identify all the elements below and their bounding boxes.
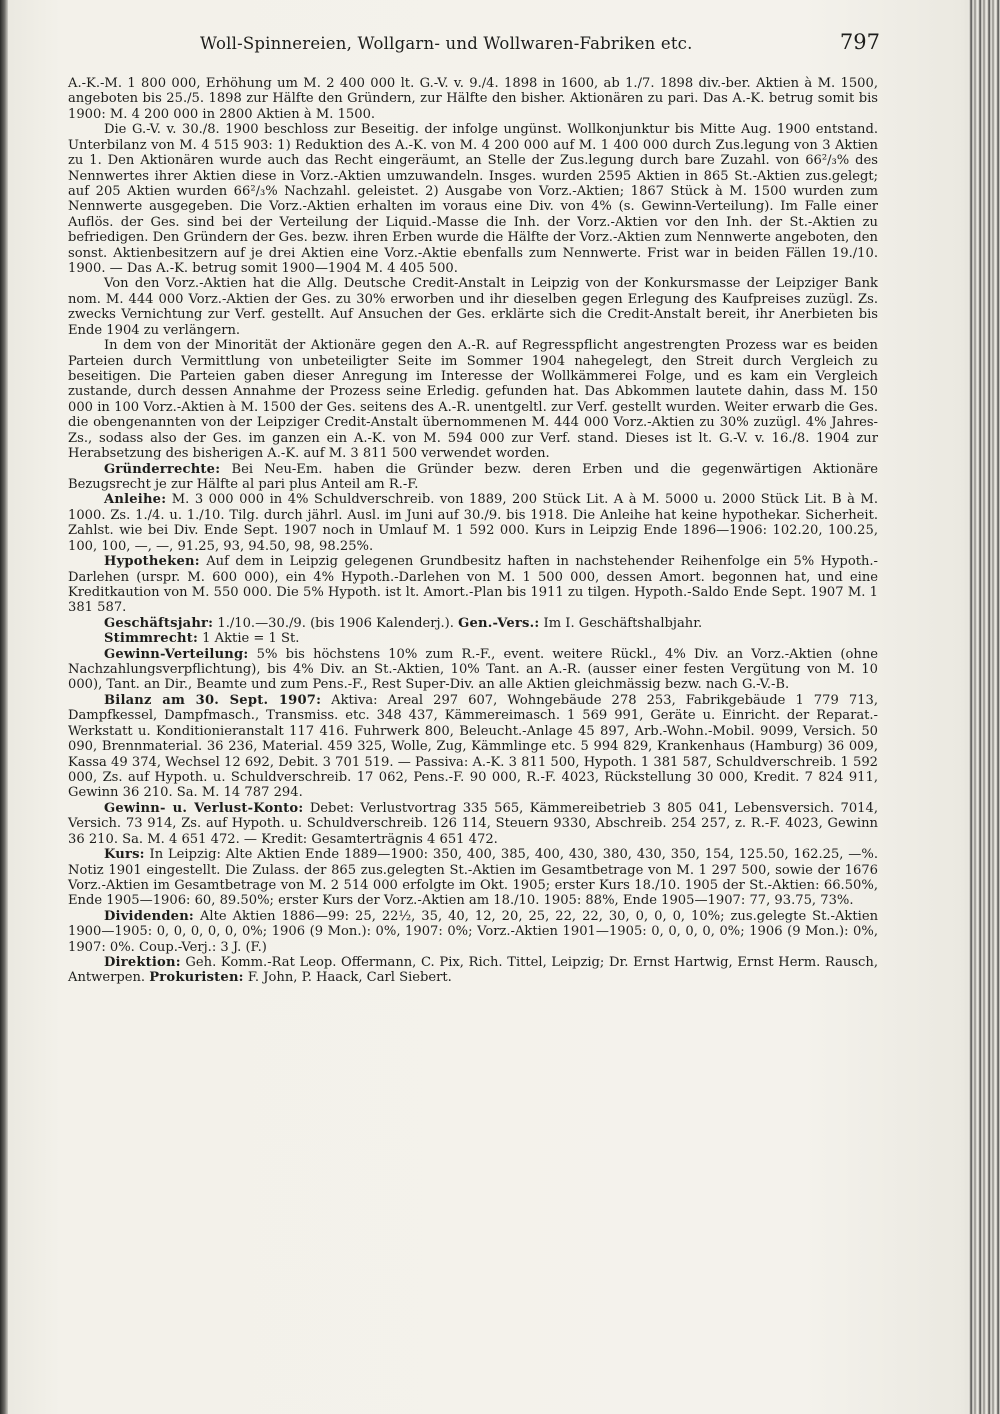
section-dividends bbox=[68, 909, 878, 955]
section-text-secondary: Im I. Geschäftshalbjahr. bbox=[543, 615, 703, 631]
section-label: Gründerrechte: bbox=[104, 461, 221, 477]
section-text: 1 Aktie = 1 St. bbox=[202, 631, 300, 647]
paragraph-text: In dem von der Minorität der Aktionäre gegen den A.-R. auf Regresspflicht angestrengten Prozess war es beiden Parteien durch Vermittlung von unbeteiligter Seite im Sommer 1904 nahegelegt, den Streit durch Vergleich zu beseitigen. Die Parteien gaben dieser Anregung im Interesse der Wollkämmerei Folge, und es kam ein Vergleich zustande, durch dessen Annahme der Prozess seine Erledig. gefunden hat. Das Abkommen lautete dahin, dass M. 150 000 in 100 Vorz.-Aktien à M. 1500 der Ges. seitens des A.-R. unentgeltl. zur Verf. gestellt wurden. Weiter erwarb die Ges. die obengenannten von der Leipziger Credit-Anstalt übernommenen M. 444 000 Vorz.-Aktien zu 30% zuzügl. 4% Jahres-Zs., sodass also der Ges. im ganzen ein A.-K. von M. 594 000 zur Verf. stand. Dieses ist lt. G.-V. v. 16./8. 1904 zur Herabsetzung des bisherigen A.-K. auf M. 3 811 500 verwendet worden. bbox=[68, 338, 878, 462]
section-text: Auf dem in Leipzig gelegenen Grundbesitz haften in nachstehender Reihenfolge ein 5% Hypoth.-Darlehen (urspr. M. 600 000), ein 4% Hypoth.-Darlehen von M. 1 500 000, dessen Amort. begonnen hat, und eine Kreditkaution von M. 550 000. Die 5% Hypoth. ist lt. Amort.-Plan bis 1911 zu tilgen. Hypoth.-Saldo Ende Sept. 1907 M. 1 381 587. bbox=[68, 554, 878, 616]
section-text: Geh. Komm.-Rat Leop. Offermann, C. Pix, Rich. Tittel, Leipzig; Dr. Ernst Hartwig, Ernst Herm. Rausch, Antwerpen. bbox=[68, 955, 878, 986]
paragraph-text: Die G.-V. v. 30./8. 1900 beschloss zur Beseitig. der infolge ungünst. Wollkonjunktur bis Mitte Aug. 1900 entstand. Unterbilanz von M. 4 515 903: 1) Reduktion des A.-K. von M. 4 200 000 auf M. 1 400 000 durch Zus.legung von 3 Aktien zu 1. Den Aktionären wurde auch das Recht eingeräumt, an Stelle der Zus.legung durch bare Zuzahl. von 66²/₃% des Nennwertes ihrer Aktien diese in Vorz.-Aktien umzuwandeln. Insges. wurden 2595 Aktien in 865 St.-Aktien zus.gelegt; auf 205 Aktien wurden 66²/₃% Nachzahl. geleistet. 2) Ausgabe von Vorz.-Aktien; 1867 Stück à M. 1500 wurden zum Nennwerte ausgegeben. Die Vorz.-Aktien erhalten im voraus eine Div. von 4% (s. Gewinn-Verteilung). Im Falle einer Auflös. der Ges. sind bei der Verteilung der Liquid.-Masse die Inh. der Vorz.-Aktien vor den Inh. der St.-Aktien zu befriedigen. Den Gründern der Ges. bezw. ihren Erben wurde die Hälfte der Vorz.-Aktien zum Nennwerte angeboten, den sonst. Aktienbesitzern auf je drei Aktien eine Vorz.-Aktie ebenfalls zum Nennwerte. Frist war in beiden Fällen 19./10. 1900. — Das A.-K. betrug somit 1900—1904 M. 4 405 500. bbox=[68, 122, 878, 277]
section-profit-loss-account bbox=[68, 801, 878, 847]
paragraph-capital-history bbox=[68, 76, 878, 122]
paragraph-text: A.-K.-M. 1 800 000, Erhöhung um M. 2 400 000 lt. G.-V. v. 9./4. 1898 in 1600, ab 1./7. 1898 div.-ber. Aktien à M. 1500, angeboten bis 25./5. 1898 zur Hälfte den Gründern, zur Hälfte den bisher. Aktionären zu pari. Das A.-K. betrug somit bis 1900: M. 4 200 000 in 2800 Aktien à M. 1500. bbox=[68, 76, 878, 122]
section-label-secondary: Gen.-Vers.: bbox=[458, 615, 540, 631]
section-text-secondary: F. John, P. Haack, Carl Siebert. bbox=[247, 970, 452, 986]
page-stack-edge-right bbox=[968, 0, 1000, 1414]
section-label: Gewinn-Verteilung: bbox=[104, 646, 249, 662]
section-label: Kurs: bbox=[104, 847, 145, 863]
section-voting-rights bbox=[68, 631, 878, 646]
paragraph-restructuring-1900 bbox=[68, 122, 878, 276]
section-label: Geschäftsjahr: bbox=[104, 615, 214, 631]
page-body bbox=[68, 76, 878, 986]
section-text: In Leipzig: Alte Aktien Ende 1889—1900: 350, 400, 385, 400, 430, 380, 430, 350, 154, 125.50, 162.25, —%. Notiz 1901 eingestellt. Die Zulass. der 865 zus.gelegten St.-Aktien im Gesamtbetrage von M. 1 297 500, sowie der 1676 Vorz.-Aktien im Gesamtbetrage von M. 2 514 000 erfolgte im Okt. 1905; erster Kurs 18./10. 1905 der St.-Aktien: 66.50%, Ende 1905—1906: 60, 89.50%; erster Kurs der Vorz.-Aktien am 18./10. 1905: 88%, Ende 1905—1907: 77, 93.75, 73%. bbox=[68, 847, 878, 909]
section-founder-rights bbox=[68, 462, 878, 493]
section-label: Dividenden: bbox=[104, 908, 194, 924]
section-profit-distribution bbox=[68, 647, 878, 693]
paragraph-lawsuit-settlement bbox=[68, 338, 878, 461]
binding-shadow-left bbox=[0, 0, 8, 1414]
paragraph-preferred-shares bbox=[68, 276, 878, 338]
section-text: Aktiva: Areal 297 607, Wohngebäude 278 253, Fabrikgebäude 1 779 713, Dampfkessel, Dampfmasch., Transmiss. etc. 348 437, Kämmereimasch. 1 569 991, Geräte u. Einricht. der Reparat.-Werkstatt u. Konditionieranstalt 117 416. Fuhrwerk 800, Beleucht.-Anlage 45 897, Arb.-Wohn.-Mobil. 9099, Versich. 50 090, Brennmaterial. 36 236, Material. 459 325, Wolle, Zug, Kämmlinge etc. 5 994 829, Krankenhaus (Hamburg) 36 009, Kassa 49 374, Wechsel 12 692, Debit. 3 701 519. — Passiva: A.-K. 3 811 500, Hypoth. 1 381 587, Schuldverschreib. 1 592 000, Zs. auf Hypoth. u. Schuldverschreib. 17 062, Pens.-F. 90 000, R.-F. 4023, Rückstellung 30 000, Kredit. 7 824 911, Gewinn 36 210. Sa. M. 14 787 294. bbox=[68, 692, 878, 801]
section-label: Direktion: bbox=[104, 955, 181, 971]
section-fiscal-year bbox=[68, 616, 878, 631]
section-text: Alte Aktien 1886—99: 25, 22½, 35, 40, 12, 20, 25, 22, 22, 30, 0, 0, 0, 10%; zus.gelegte St.-Aktien 1900—1905: 0, 0, 0, 0, 0, 0%; 1906 (9 Mon.): 0%, 1907: 0%; Vorz.-Aktien 1901—1905: 0, 0, 0, 0, 0%; 1906 (9 Mon.): 0%, 1907: 0%. Coup.-Verj.: 3 J. (F.) bbox=[68, 908, 879, 955]
section-share-prices bbox=[68, 847, 878, 909]
section-label-secondary: Prokuristen: bbox=[149, 970, 244, 986]
section-label: Hypotheken: bbox=[104, 554, 200, 570]
section-management bbox=[68, 955, 878, 986]
section-label: Stimmrecht: bbox=[104, 631, 198, 647]
section-balance-sheet bbox=[68, 693, 878, 801]
section-text: 5% bis höchstens 10% zum R.-F., event. weitere Rückl., 4% Div. an Vorz.-Aktien (ohne Nachzahlungsverpflichtung), bis 4% Div. an St.-Aktien, 10% Tant. an A.-R. (ausser einer festen Vergütung von M. 10 000), Tant. an Dir., Beamte und zum Pens.-F., Rest Super-Div. an alle Aktien gleichmässig bezw. nach G.-V.-B. bbox=[68, 646, 878, 693]
page-header bbox=[60, 30, 880, 62]
section-bond bbox=[68, 492, 878, 554]
section-text: M. 3 000 000 in 4% Schuldverschreib. von 1889, 200 Stück Lit. A à M. 5000 u. 2000 Stück Lit. B à M. 1000. Zs. 1./4. u. 1./10. Tilg. durch jährl. Ausl. im Juni auf 30./9. bis 1918. Die Anleihe hat keine hypothekar. Sicherheit. Zahlst. wie bei Div. Ende Sept. 1907 noch in Umlauf M. 1 592 000. Kurs in Leipzig Ende 1896—1906: 102.20, 100.25, 100, 100, —, —, 91.25, 93, 94.50, 98, 98.25%. bbox=[68, 492, 878, 554]
section-label: Bilanz am 30. Sept. 1907: bbox=[104, 692, 322, 708]
section-text: 1./10.—30./9. (bis 1906 Kalenderj.). bbox=[217, 615, 454, 631]
section-text: Debet: Verlustvortrag 335 565, Kämmereibetrieb 3 805 041, Lebensversich. 7014, Versich. 73 914, Zs. auf Hypoth. u. Schuldverschreib. 126 114, Steuern 9330, Abschreib. 254 257, z. R.-F. 4023, Gewinn 36 210. Sa. M. 4 651 472. — Kredit: Gesamterträgnis 4 651 472. bbox=[68, 800, 878, 847]
section-label: Anleihe: bbox=[104, 492, 167, 508]
section-mortgages bbox=[68, 554, 878, 616]
section-label: Gewinn- u. Verlust-Konto: bbox=[104, 800, 304, 816]
running-title: Woll-Spinnereien, Wollgarn- und Wollwaren-Fabriken etc. bbox=[200, 34, 693, 53]
page-number: 797 bbox=[839, 30, 880, 54]
paragraph-text: Von den Vorz.-Aktien hat die Allg. Deutsche Credit-Anstalt in Leipzig von der Konkursmasse der Leipziger Bank nom. M. 444 000 Vorz.-Aktien der Ges. zu 30% erworben und ihr dieselben gegen Erlegung des Kaufpreises zuzügl. Zs. zwecks Vernichtung zur Verf. gestellt. Auf Ansuchen der Ges. erklärte sich die Credit-Anstalt bereit, ihr Anerbieten bis Ende 1904 zu verlängern. bbox=[68, 276, 878, 338]
section-text: Bei Neu-Em. haben die Gründer bezw. deren Erben und die gegenwärtigen Aktionäre Bezugsrecht je zur Hälfte al pari plus Anteil am R.-F. bbox=[68, 461, 878, 492]
